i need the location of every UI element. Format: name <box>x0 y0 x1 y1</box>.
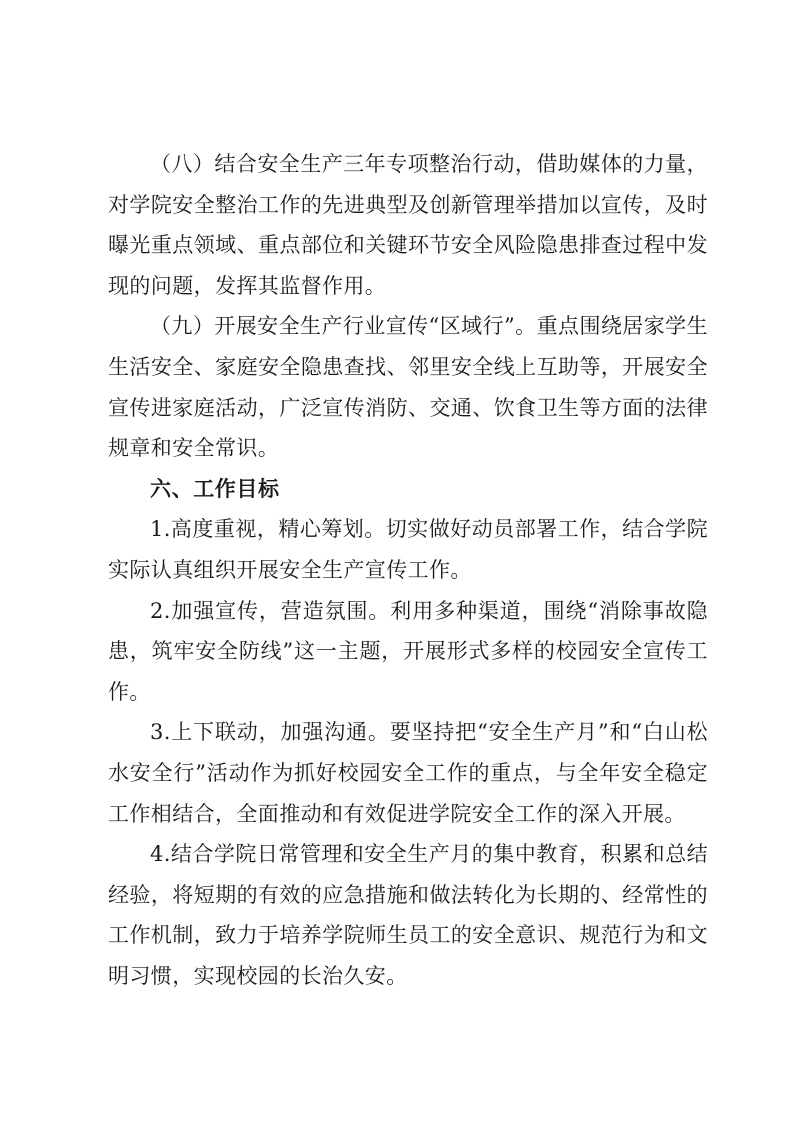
goal-paragraph-1: 1.高度重视，精心筹划。切实做好动员部署工作，结合学院实际认真组织开展安全生产宣传工作。 <box>108 517 708 582</box>
goal-paragraph-2: 2.加强宣传，营造氛围。利用多种渠道，围绕“消除事故隐患，筑牢安全防线”这一主题，开展形式多样的校园安全宣传工作。 <box>108 598 708 704</box>
paragraph-item-9: （九）开展安全生产行业宣传“区域行”。重点围绕居家学生生活安全、家庭安全隐患查找、邻里安全线上互助等，开展安全宣传进家庭活动，广泛宣传消防、交通、饮食卫生等方面的法律规章和安全常识。 <box>108 314 708 461</box>
document-page <box>108 144 708 996</box>
section-heading-work-goals: 六、工作目标 <box>150 476 280 501</box>
goal-paragraph-4: 4.结合学院日常管理和安全生产月的集中教育，积累和总结经验，将短期的有效的应急措施和做法转化为长期的、经常性的工作机制，致力于培养学院师生员工的安全意识、规范行为和文明习惯，实现校园的长治久安。 <box>108 842 708 988</box>
paragraph-item-8: （八）结合安全生产三年专项整治行动，借助媒体的力量，对学院安全整治工作的先进典型及创新管理举措加以宣传，及时曝光重点领域、重点部位和关键环节安全风险隐患排查过程中发现的问题，发挥其监督作用。 <box>108 152 708 298</box>
goal-paragraph-3: 3.上下联动，加强沟通。要坚持把“安全生产月”和“白山松水安全行”活动作为抓好校园安全工作的重点，与全年安全稳定工作相结合，全面推动和有效促进学院安全工作的深入开展。 <box>108 720 708 826</box>
